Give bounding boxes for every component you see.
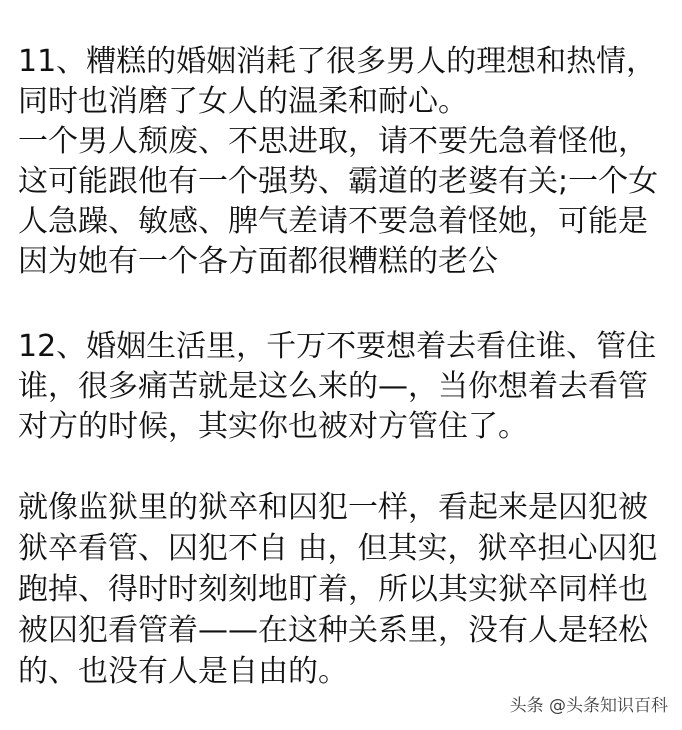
paragraph-3-line-1: 就像监狱里的狱卒和囚犯一样，看起来是囚犯被 [18,490,648,525]
paragraph-1-line-3: 一个男人颓废、不思进取，请不要先急着怪他， [18,124,648,159]
paragraph-1-line-5: 人急躁、敏感、脾气差请不要急着怪她，可能是 [18,204,648,239]
paragraph-2-line-1: 12、婚姻生活里，千万不要想着去看住谁、管住 [18,329,657,364]
paragraph-1-line-2: 同时也消磨了女人的温柔和耐心。 [18,84,468,119]
paragraph-2-line-3: 对方的时候，其实你也被对方管住了。 [18,409,528,444]
paragraph-1-line-1: 11、糟糕的婚姻消耗了很多男人的理想和热情， [18,44,657,79]
paragraph-2-line-2: 谁，很多痛苦就是这么来的—，当你想着去看管 [18,369,648,404]
paragraph-3-line-2: 狱卒看管、囚犯不自 由，但其实，狱卒担心囚犯 [18,531,658,566]
watermark-text: 头条 @头条知识百科 [509,696,668,716]
paragraph-3-line-4: 被囚犯看管着——在这种关系里，没有人是轻松 [18,613,648,648]
paragraph-3-line-3: 跑掉、得时时刻刻地盯着，所以其实狱卒同样也 [18,572,648,607]
paragraph-1-line-4: 这可能跟他有一个强势、霸道的老婆有关;一个女 [18,164,659,199]
paragraph-3-line-5: 的、也没有人是自由的。 [18,654,348,689]
paragraph-1-line-6: 因为她有一个各方面都很糟糕的老公 [18,244,498,279]
